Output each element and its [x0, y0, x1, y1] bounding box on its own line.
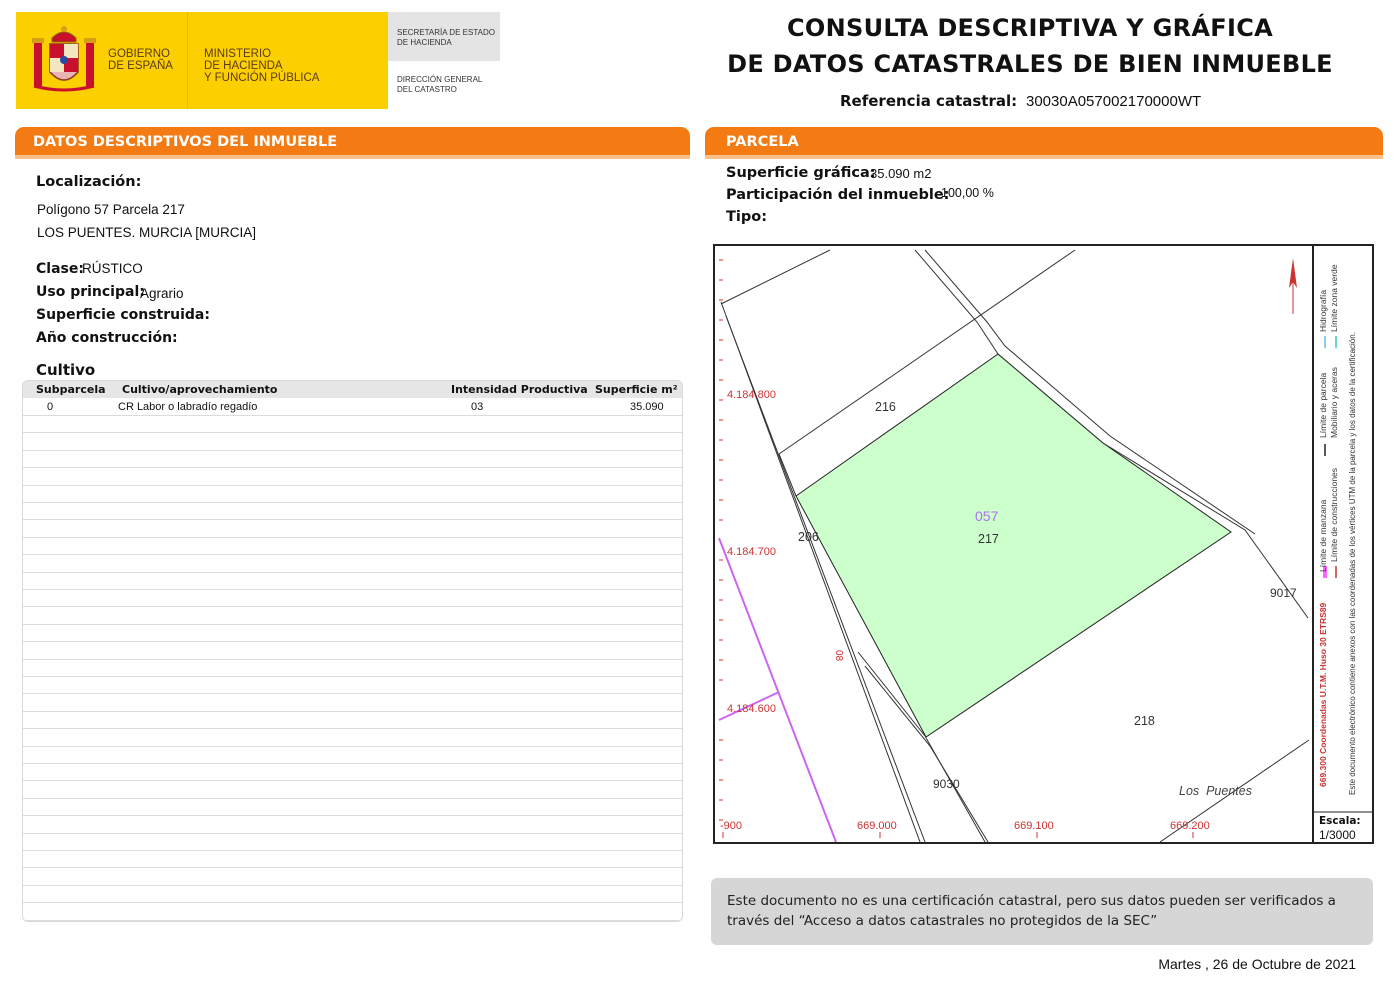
verification-notice	[711, 878, 1373, 945]
page-title-line2: DE DATOS CATASTRALES DE BIEN INMUEBLE	[727, 50, 1333, 78]
escala-label: Escala:	[1319, 815, 1361, 827]
section-bar-underline	[705, 155, 1383, 159]
uso-value: Agrario	[140, 286, 184, 301]
table-row-line	[23, 780, 682, 781]
superficie-grafica-value: 35.090 m2	[870, 166, 932, 181]
x-axis-ticks	[723, 832, 1193, 838]
map-canvas	[715, 246, 1372, 842]
parcel-label-206: 206	[798, 530, 819, 544]
place-name-label: Los Puentes	[1179, 784, 1252, 798]
ministerio-text	[204, 48, 319, 84]
section-title-bold: INMUEBLE	[253, 134, 338, 150]
table-row-line	[23, 485, 682, 486]
direccion-line: DEL CATASTRO	[397, 85, 457, 94]
tipo-label: Tipo:	[726, 209, 768, 225]
th-cultivo: Cultivo/aprovechamiento	[122, 383, 278, 396]
direccion-line: DIRECCIÓN GENERAL	[397, 75, 483, 84]
table-row-line	[23, 554, 682, 555]
gobierno-line: GOBIERNO	[108, 48, 170, 60]
parcel-label-9017: 9017	[1270, 586, 1297, 600]
parcel-217-area	[796, 354, 1231, 737]
table-row-line	[23, 885, 682, 886]
table-cell-intensidad: 03	[471, 401, 484, 413]
table-row-line	[23, 728, 682, 729]
parcel-label-217: 217	[978, 532, 999, 546]
limite-manzana-line	[719, 538, 836, 842]
x-coord-label: 669.200	[1170, 820, 1210, 832]
table-row-line	[23, 519, 682, 520]
y-coord-label: 4.184.700	[727, 546, 776, 558]
table-row-line	[23, 867, 682, 868]
secretaria-text	[397, 28, 495, 48]
x-coord-label: 669.000	[857, 820, 897, 832]
section-bar-parcela: PARCELA	[705, 127, 1383, 155]
page-title-line1: CONSULTA DESCRIPTIVA Y GRÁFICA	[786, 14, 1274, 42]
table-row-line	[23, 467, 682, 468]
table-row-line	[23, 432, 682, 433]
table-row-line	[23, 711, 682, 712]
parcel-label-9030: 9030	[933, 777, 960, 791]
table-row-line	[23, 676, 682, 677]
table-row-line	[23, 537, 682, 538]
y-coord-label: 4.184.600	[727, 703, 776, 715]
legend-nota: Este documento electrónico contiene anexos con las coordenadas de los vértices UTM de la parcela y los datos de la certificación.	[1348, 332, 1357, 795]
gobierno-line: DE ESPAÑA	[108, 60, 173, 72]
coat-of-arms-icon	[30, 24, 98, 96]
participacion-value: 100,00 %	[941, 186, 994, 200]
table-row-line	[23, 415, 682, 416]
legend-limite-manzana: Límite de manzana	[1318, 499, 1328, 572]
th-subparcela: Subparcela	[36, 383, 106, 396]
x-coord-label: 669.100	[1014, 820, 1054, 832]
small-mark-label: 08	[833, 649, 845, 662]
cultivo-table	[22, 380, 683, 922]
x-coord-label: -900	[720, 820, 743, 832]
legend-limite-construcciones: Límite de construcciones	[1329, 467, 1339, 562]
table-cell-superficie: 35.090	[630, 401, 664, 413]
table-row-line	[23, 641, 682, 642]
participacion-label: Participación del inmueble:	[726, 187, 950, 203]
notice-line2: través del “Acceso a datos catastrales no protegidos de la SEC”	[727, 913, 1158, 929]
table-row-line	[23, 763, 682, 764]
document-date: Martes , 26 de Octubre de 2021	[1158, 956, 1356, 972]
secretaria-line: SECRETARÍA DE ESTADO	[397, 28, 495, 37]
ref-catastral-label: Referencia catastral:	[840, 92, 1018, 110]
section-bar-underline	[15, 155, 690, 159]
section-title-pre: DATOS DESCRIPTIVOS DEL	[33, 134, 254, 150]
logo-divider	[187, 12, 188, 109]
table-row-line	[23, 572, 682, 573]
north-arrow-icon	[1289, 258, 1297, 314]
table-row-line	[23, 450, 682, 451]
localizacion-line1: Polígono 57 Parcela 217	[37, 202, 185, 217]
legend-limite-parcela: Límite de parcela	[1318, 372, 1328, 438]
y-coord-label: 4.184.800	[727, 389, 776, 401]
legend-coordenadas: 669.300 Coordenadas U.T.M. Huso 30 ETRS89	[1318, 602, 1328, 787]
table-row-line	[23, 624, 682, 625]
table-cell-subparcela: 0	[47, 401, 54, 413]
localizacion-label: Localización:	[36, 174, 142, 190]
ref-catastral-value: 30030A057002170000WT	[1026, 93, 1202, 110]
parcel-label-216: 216	[875, 400, 896, 414]
table-row-line	[23, 798, 682, 799]
parcel-label-218: 218	[1134, 714, 1155, 728]
th-intensidad: Intensidad Productiva	[451, 383, 588, 396]
ministerio-line: MINISTERIO	[204, 48, 272, 60]
clase-label: Clase:	[36, 261, 84, 277]
table-row-line	[23, 746, 682, 747]
table-row-line	[23, 589, 682, 590]
table-row-line	[23, 659, 682, 660]
anio-construccion-label: Año construcción:	[36, 330, 178, 346]
table-row-line	[23, 693, 682, 694]
legend-mobiliario: Mobiliario y aceras	[1329, 367, 1339, 438]
cadastral-map[interactable]	[713, 244, 1374, 844]
table-row-line	[23, 502, 682, 503]
table-row-line	[23, 833, 682, 834]
table-row-line	[23, 606, 682, 607]
clase-value: RÚSTICO	[82, 261, 143, 276]
ministerio-line: Y FUNCIÓN PÚBLICA	[204, 72, 320, 84]
table-cell-cultivo: CR Labor o labradío regadío	[118, 401, 258, 413]
uso-label: Uso principal:	[36, 284, 145, 300]
legend-limite-zona-verde: Límite zona verde	[1329, 264, 1339, 332]
escala-value: 1/3000	[1319, 828, 1356, 842]
direccion-text	[397, 75, 482, 95]
table-row-line	[23, 850, 682, 851]
notice-line1: Este documento no es una certificación catastral, pero sus datos pueden ser verificados a	[727, 893, 1336, 909]
table-row-line	[23, 902, 682, 903]
polygon-label: 057	[975, 508, 999, 524]
table-row-line	[23, 920, 682, 921]
table-row-line	[23, 815, 682, 816]
superficie-grafica-label: Superficie gráfica:	[726, 165, 876, 181]
gobierno-text	[108, 48, 173, 72]
secretaria-line: DE HACIENDA	[397, 38, 452, 47]
superficie-construida-label: Superficie construida:	[36, 307, 210, 323]
cultivo-title: Cultivo	[36, 361, 96, 379]
section-bar-descriptivos	[15, 127, 690, 155]
ministerio-line: DE HACIENDA	[204, 60, 283, 72]
localizacion-line2: LOS PUENTES. MURCIA [MURCIA]	[37, 225, 257, 240]
th-superficie: Superficie m²	[595, 383, 678, 396]
legend-hidrografia: Hidrografía	[1318, 289, 1328, 332]
